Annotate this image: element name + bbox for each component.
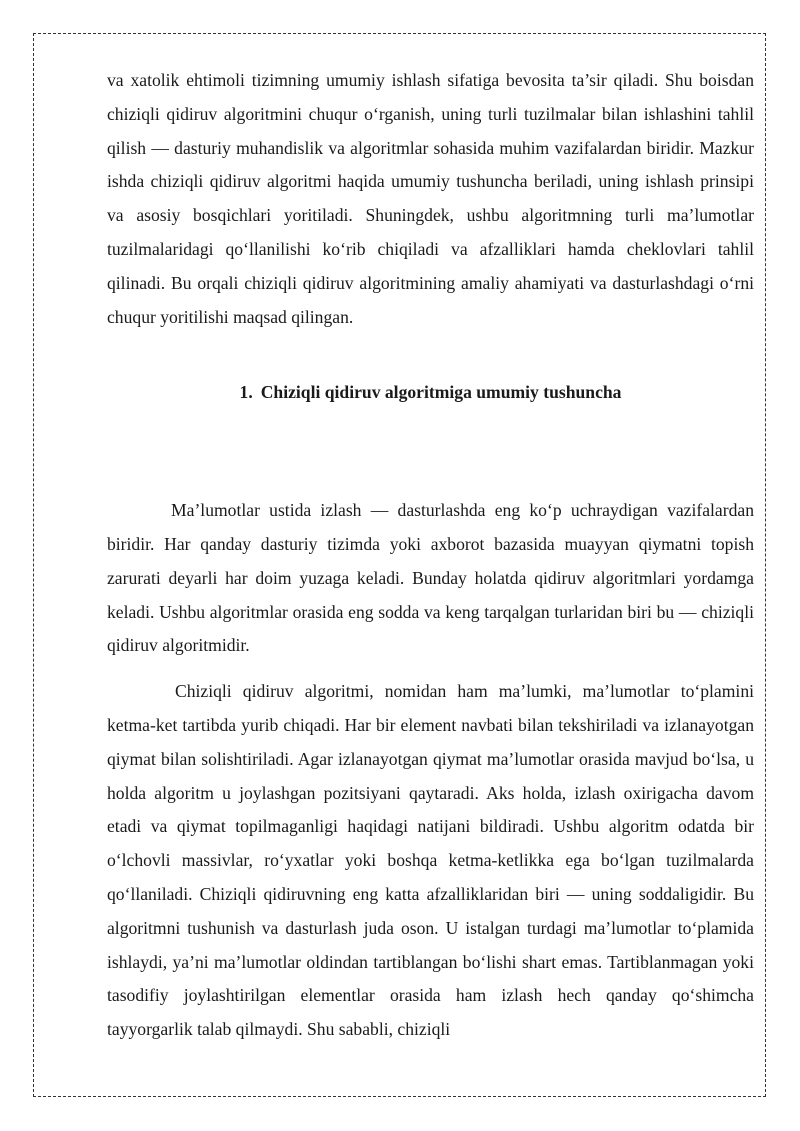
intro-paragraph: va xatolik ehtimoli tizimning umumiy ishlash sifatiga bevosita ta’sir qiladi. Shu boisdan chiziqli qidiruv algoritmini chuqur o‘rganish, uning turli tuzilmalar bilan ishlashini tahlil qilish — dasturiy muhandislik va algoritmlar sohasida muhim vazifalardan biridir. Mazkur ishda chiziqli qidiruv algoritmi haqida umumiy tushuncha beriladi, uning ishlash prinsipi va asosiy bosqichlari yoritiladi. Shuningdek, ushbu algoritmning turli ma’lumotlar tuzilmalaridagi qo‘llanilishi ko‘rib chiqiladi va afzalliklari hamda cheklovlari tahlil qilinadi. Bu orqali chiziqli qidiruv algoritmining amaliy ahamiyati va dasturlashdagi o‘rni chuqur yoritilishi maqsad qilingan.	[107, 70, 754, 327]
body-paragraph: Chiziqli qidiruv algoritmi, nomidan ham ma’lumki, ma’lumotlar to‘plamini ketma-ket tartibda yurib chiqadi. Har bir element navbati bilan tekshiriladi va izlanayotgan qiymat bilan solishtiriladi. Agar izlanayotgan qiymat ma’lumotlar orasida mavjud bo‘lsa, u holda algoritm u joylashgan pozitsiyani qaytaradi. Aks holda, izlash oxirigacha davom etadi va qiymat topilmaganligi haqidagi natijani bildiradi. Ushbu algoritm odatda bir o‘lchovli massivlar, ro‘yxatlar yoki boshqa ketma-ketlikka ega bo‘lgan tuzilmalarda qo‘llaniladi. Chiziqli qidiruvning eng katta afzalliklaridan biri — uning soddaligidir. Bu algoritmni tushunish va dasturlash juda oson. U istalgan turdagi ma’lumotlar to‘plamida ishlaydi, ya’ni ma’lumotlar oldindan tartiblangan bo‘lishi shart emas. Tartiblanmagan yoki tasodifiy joylashtirilgan elementlar orasida ham izlash hech qanday qo‘shimcha tayyorgarlik talab qilmaydi. Shu sababli, chiziqli	[107, 681, 754, 1040]
section-number: 1.	[239, 382, 253, 403]
document-body	[107, 64, 754, 1047]
section-title: Chiziqli qidiruv algoritmiga umumiy tushuncha	[260, 382, 622, 403]
section-heading	[107, 376, 754, 410]
body-paragraph: Ma’lumotlar ustida izlash — dasturlashda eng ko‘p uchraydigan vazifalardan biridir. Har qanday dasturiy tizimda yoki axborot bazasida muayyan qiymatni topish zarurati deyarli har doim yuzaga keladi. Bunday holatda qidiruv algoritmlari yordamga keladi. Ushbu algoritmlar orasida eng sodda va keng tarqalgan turlaridan biri bu — chiziqli qidiruv algoritmidir.	[107, 500, 754, 656]
